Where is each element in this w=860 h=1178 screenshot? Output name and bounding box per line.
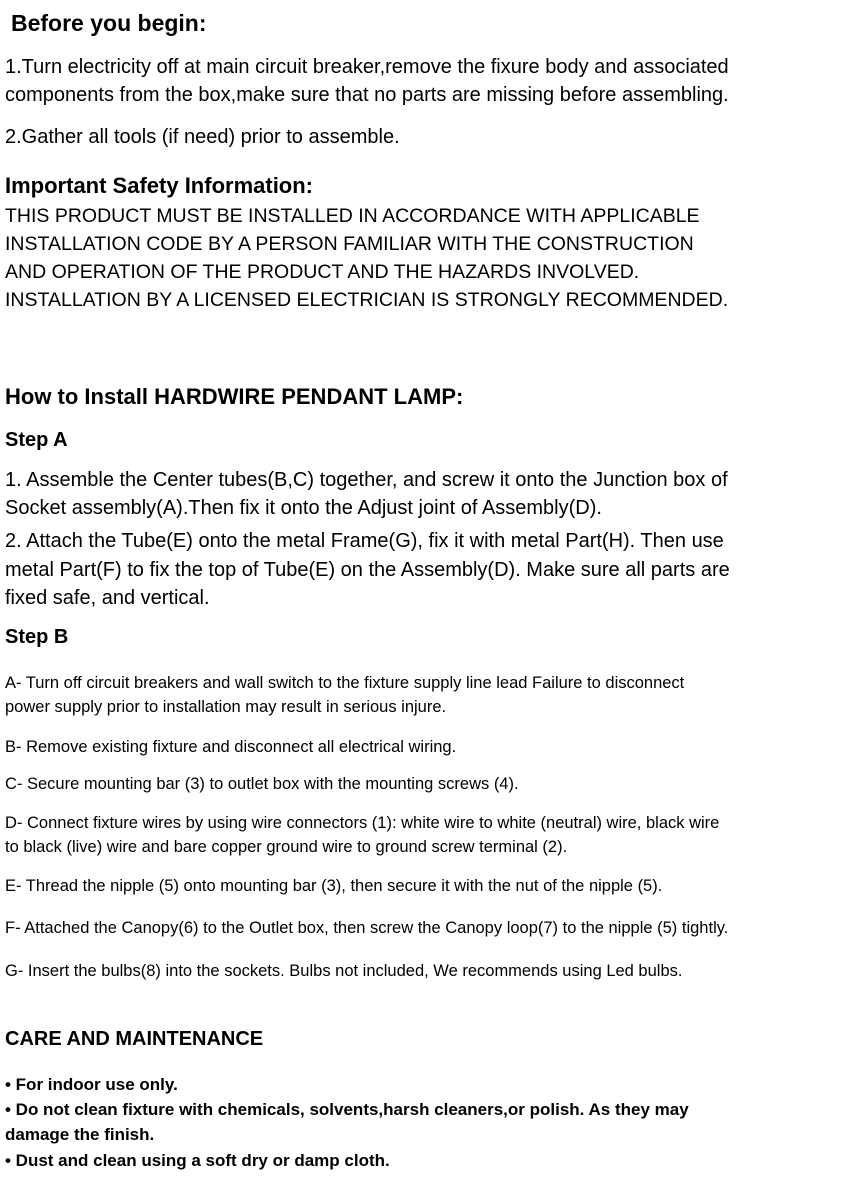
step-a-heading: Step A	[5, 429, 68, 451]
safety-title: Important Safety Information:	[5, 173, 314, 198]
step-b-f: F- Attached the Canopy(6) to the Outlet box, then screw the Canopy loop(7) to the nipple (5) tightly.	[5, 919, 729, 937]
care-bullet3: • Dust and clean using a soft dry or damp cloth.	[5, 1151, 390, 1170]
step-b-e: E- Thread the nipple (5) onto mounting bar (3), then secure it with the nut of the nipple (5).	[5, 877, 663, 895]
care-bullet2-line1: • Do not clean fixture with chemicals, solvents,harsh cleaners,or polish. As they may	[5, 1100, 689, 1119]
step-b-g: G- Insert the bulbs(8) into the sockets. Bulbs not included, We recommends using Led bulbs.	[5, 962, 683, 980]
safety-line1: THIS PRODUCT MUST BE INSTALLED IN ACCORDANCE WITH APPLICABLE	[5, 205, 700, 227]
before-item1-line2: components from the box,make sure that no parts are missing before assembling.	[5, 84, 729, 106]
safety-line3: AND OPERATION OF THE PRODUCT AND THE HAZARDS INVOLVED.	[5, 261, 640, 283]
install-title: How to Install HARDWIRE PENDANT LAMP:	[5, 384, 464, 409]
step-b-a-line1: A- Turn off circuit breakers and wall switch to the fixture supply line lead Failure to disconnect	[5, 674, 685, 692]
step-b-d-line2: to black (live) wire and bare copper ground wire to ground screw terminal (2).	[5, 838, 568, 856]
step-a-item1-line2: Socket assembly(A).Then fix it onto the Adjust joint of Assembly(D).	[5, 497, 602, 519]
step-a-item2-line3: fixed safe, and vertical.	[5, 587, 210, 609]
safety-line2: INSTALLATION CODE BY A PERSON FAMILIAR WITH THE CONSTRUCTION	[5, 233, 694, 255]
step-a-item2-line2: metal Part(F) to fix the top of Tube(E) on the Assembly(D). Make sure all parts are	[5, 559, 730, 581]
step-a-item2-line1: 2. Attach the Tube(E) onto the metal Frame(G), fix it with metal Part(H). Then use	[5, 530, 724, 552]
safety-line4: INSTALLATION BY A LICENSED ELECTRICIAN IS STRONGLY RECOMMENDED.	[5, 289, 729, 311]
before-begin-title: Before you begin:	[11, 10, 207, 36]
step-b-d-line1: D- Connect fixture wires by using wire connectors (1): white wire to white (neutral) wire, black wire	[5, 814, 720, 832]
step-a-item1-line1: 1. Assemble the Center tubes(B,C) together, and screw it onto the Junction box of	[5, 469, 728, 491]
care-bullet2-line2: damage the finish.	[5, 1125, 155, 1144]
before-item2: 2.Gather all tools (if need) prior to assemble.	[5, 126, 400, 148]
before-item1-line1: 1.Turn electricity off at main circuit breaker,remove the fixure body and associated	[5, 56, 729, 78]
care-title: CARE AND MAINTENANCE	[5, 1028, 264, 1050]
step-b-b: B- Remove existing fixture and disconnect all electrical wiring.	[5, 738, 457, 756]
step-b-heading: Step B	[5, 626, 69, 648]
step-b-a-line2: power supply prior to installation may result in serious injure.	[5, 698, 447, 716]
step-b-c: C- Secure mounting bar (3) to outlet box with the mounting screws (4).	[5, 775, 519, 793]
care-bullet1: • For indoor use only.	[5, 1075, 178, 1094]
